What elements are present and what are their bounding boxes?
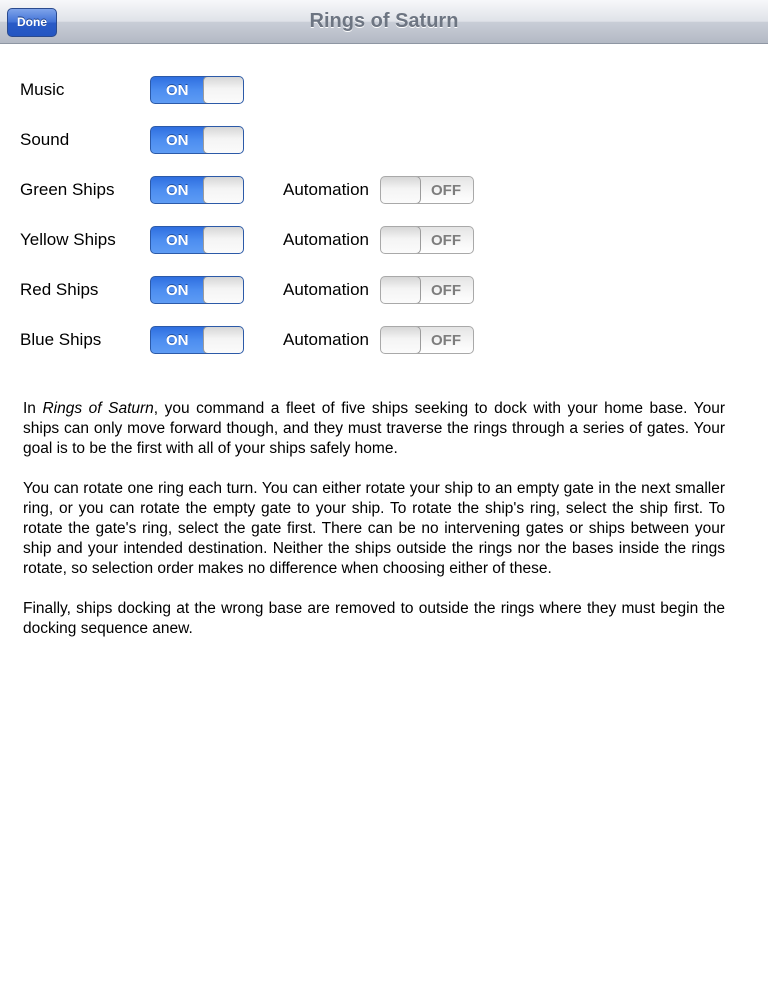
red-automation-toggle-state: OFF: [431, 282, 461, 299]
toggle-knob: [380, 276, 421, 304]
green-ships-row: [0, 176, 768, 204]
toggle-knob: [203, 176, 244, 204]
yellow-automation-toggle[interactable]: [380, 226, 474, 254]
blue-automation-label: Automation: [283, 330, 369, 349]
toggle-knob: [203, 276, 244, 304]
blue-ships-toggle-state: ON: [166, 332, 189, 349]
yellow-ships-toggle[interactable]: [150, 226, 244, 254]
green-automation-label: Automation: [283, 180, 369, 199]
toggle-knob: [203, 126, 244, 154]
blue-automation-toggle-state: OFF: [431, 332, 461, 349]
red-ships-label: Red Ships: [20, 280, 99, 299]
toggle-knob: [203, 326, 244, 354]
toggle-knob: [380, 226, 421, 254]
toggle-knob: [203, 226, 244, 254]
music-toggle[interactable]: [150, 76, 244, 104]
music-label: Music: [20, 80, 65, 99]
green-ships-label: Green Ships: [20, 180, 115, 199]
help-paragraph-3: Finally, ships docking at the wrong base are removed to outside the rings where they must begin the docking sequence anew.: [23, 600, 725, 637]
green-automation-toggle-state: OFF: [431, 182, 461, 199]
blue-ships-row: [0, 326, 768, 354]
page-title: Rings of Saturn: [309, 10, 459, 32]
red-ships-toggle[interactable]: [150, 276, 244, 304]
yellow-ships-row: [0, 226, 768, 254]
sound-toggle-state: ON: [166, 132, 189, 149]
red-ships-toggle-state: ON: [166, 282, 189, 299]
blue-automation-toggle[interactable]: [380, 326, 474, 354]
music-row: [0, 76, 768, 104]
sound-toggle[interactable]: [150, 126, 244, 154]
green-automation-toggle[interactable]: [380, 176, 474, 204]
help-paragraph-1: In Rings of Saturn, you command a fleet of five ships seeking to dock with your home base. Your ships can only move forward though, and they must traverse the rings through a series of gates. Your goal is to be the first with all of your ships safely home.: [23, 400, 725, 457]
yellow-ships-toggle-state: ON: [166, 232, 189, 249]
green-ships-toggle-state: ON: [166, 182, 189, 199]
help-paragraph-2: You can rotate one ring each turn. You can either rotate your ship to an empty gate in the next smaller ring, or you can rotate the empty gate to your ship. To rotate the ship's ring, select the ship first. To rotate the gate's ring, select the gate first. There can be no intervening gates or ships between your ship and your intended destination. Neither the ships outside the rings nor the bases inside the rings rotate, so selection order makes no difference when choosing either of these.: [23, 480, 725, 577]
yellow-automation-toggle-state: OFF: [431, 232, 461, 249]
sound-label: Sound: [20, 130, 70, 149]
navigation-bar: [0, 0, 768, 44]
red-automation-label: Automation: [283, 280, 369, 299]
green-ships-toggle[interactable]: [150, 176, 244, 204]
toggle-knob: [203, 76, 244, 104]
done-button[interactable]: Done: [7, 8, 57, 37]
yellow-automation-label: Automation: [283, 230, 369, 249]
music-toggle-state: ON: [166, 82, 189, 99]
red-ships-row: [0, 276, 768, 304]
blue-ships-toggle[interactable]: [150, 326, 244, 354]
blue-ships-label: Blue Ships: [20, 330, 102, 349]
red-automation-toggle[interactable]: [380, 276, 474, 304]
toggle-knob: [380, 176, 421, 204]
sound-row: [0, 126, 768, 154]
yellow-ships-label: Yellow Ships: [20, 230, 116, 249]
toggle-knob: [380, 326, 421, 354]
game-title-italic: Rings of Saturn: [42, 400, 154, 417]
help-text: [23, 399, 725, 659]
